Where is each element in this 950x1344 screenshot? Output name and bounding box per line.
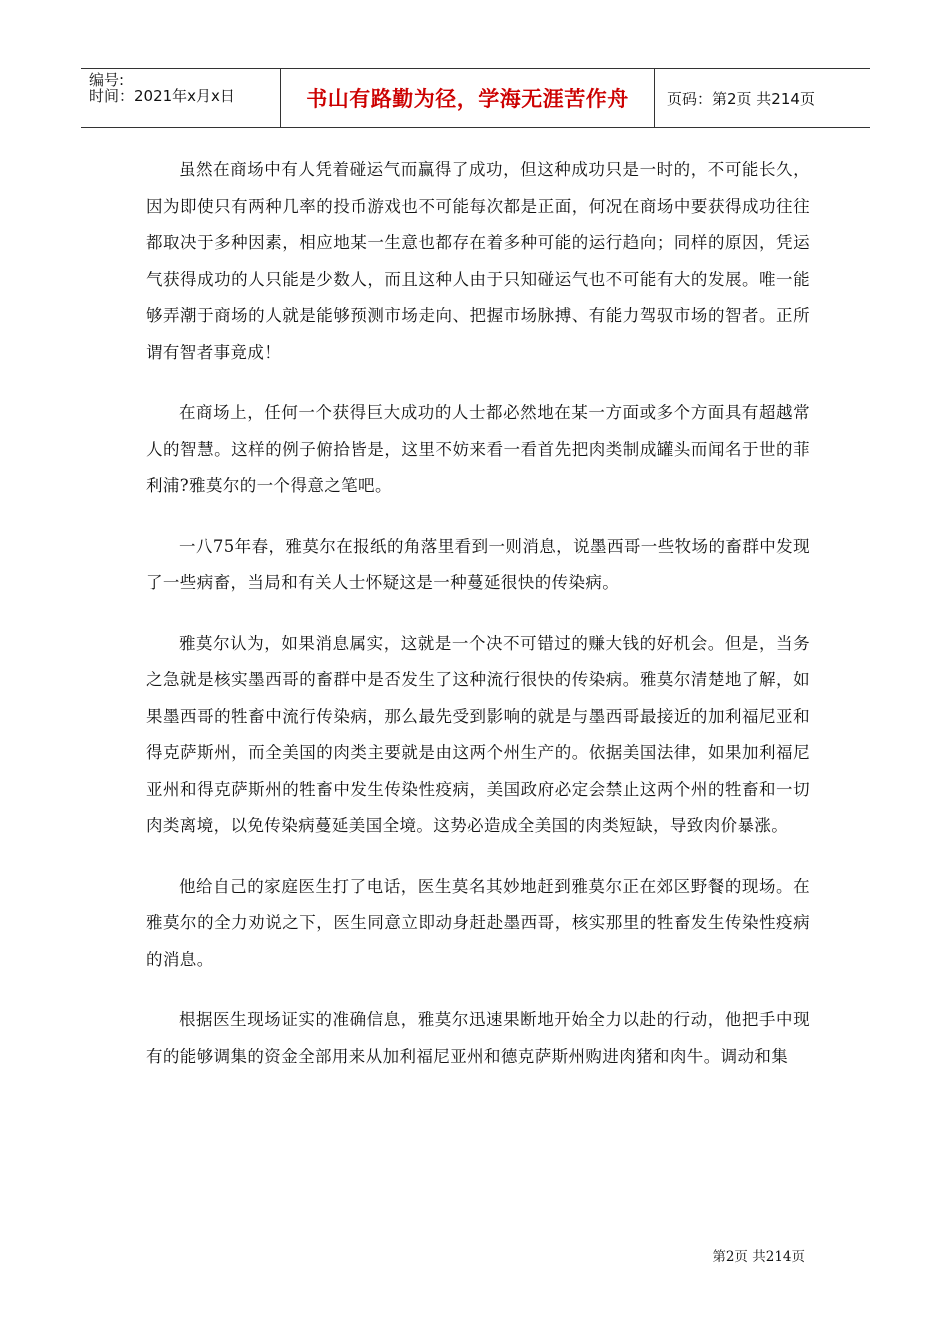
paragraph: 雅莫尔认为，如果消息属实，这就是一个决不可错过的赚大钱的好机会。但是，当务之急就是核实墨西哥的畜群中是否发生了这种流行很快的传染病。雅莫尔清楚地了解，如果墨西哥的牲畜中流行传染病，那么最先受到影响的就是与墨西哥最接近的加利福尼亚和得克萨斯州，而全美国的肉类主要就是由这两个州生产的。依据美国法律，如果加利福尼亚州和得克萨斯州的牲畜中发生传染性疫病，美国政府必定会禁止这两个州的牲畜和一切肉类离境，以免传染病蔓延美国全境。这势必造成全美国的肉类短缺，导致肉价暴涨。: [146, 633, 810, 835]
paragraph: 根据医生现场证实的准确信息，雅莫尔迅速果断地开始全力以赴的行动，他把手中现有的能够调集的资金全部用来从加利福尼亚州和德克萨斯州购进肉猪和肉牛。调动和集: [146, 1010, 810, 1066]
document-number-label: 编号:: [89, 71, 125, 89]
header-table: [81, 68, 870, 128]
document-body: [146, 152, 810, 1099]
page-number-label: 页码：第2页 共214页: [667, 89, 815, 108]
paragraph: 虽然在商场中有人凭着碰运气而赢得了成功，但这种成功只是一时的，不可能长久，因为即使只有两种几率的投币游戏也不可能每次都是正面，何况在商场中要获得成功往往都取决于多种因素，相应地某一生意也都存在着多种可能的运行趋向；同样的原因，凭运气获得成功的人只能是少数人，而且这种人由于只知碰运气也不可能有大的发展。唯一能够弄潮于商场的人就是能够预测市场走向、把握市场脉搏、有能力驾驭市场的智者。正所谓有智者事竟成！: [146, 160, 810, 362]
document-time-label: 时间：2021年x月x日: [89, 87, 235, 105]
paragraph: 他给自己的家庭医生打了电话，医生莫名其妙地赶到雅莫尔正在郊区野餐的现场。在雅莫尔的全力劝说之下，医生同意立即动身赶赴墨西哥，核实那里的牲畜发生传染性疫病的消息。: [146, 876, 810, 969]
header-meta-cell: [81, 69, 281, 127]
page-footer: 第2页 共214页: [712, 1249, 805, 1265]
header-page-cell: [655, 69, 870, 127]
motto-text: 书山有路勤为径，学海无涯苦作舟: [306, 87, 629, 111]
paragraph: 一八75年春，雅莫尔在报纸的角落里看到一则消息，说墨西哥一些牧场的畜群中发现了一些病畜，当局和有关人士怀疑这是一种蔓延很快的传染病。: [146, 536, 810, 592]
paragraph: 在商场上，任何一个获得巨大成功的人士都必然地在某一方面或多个方面具有超越常人的智慧。这样的例子俯拾皆是，这里不妨来看一看首先把肉类制成罐头而闻名于世的菲利浦?雅莫尔的一个得意之笔吧。: [146, 403, 810, 495]
header-motto-cell: [281, 69, 655, 127]
